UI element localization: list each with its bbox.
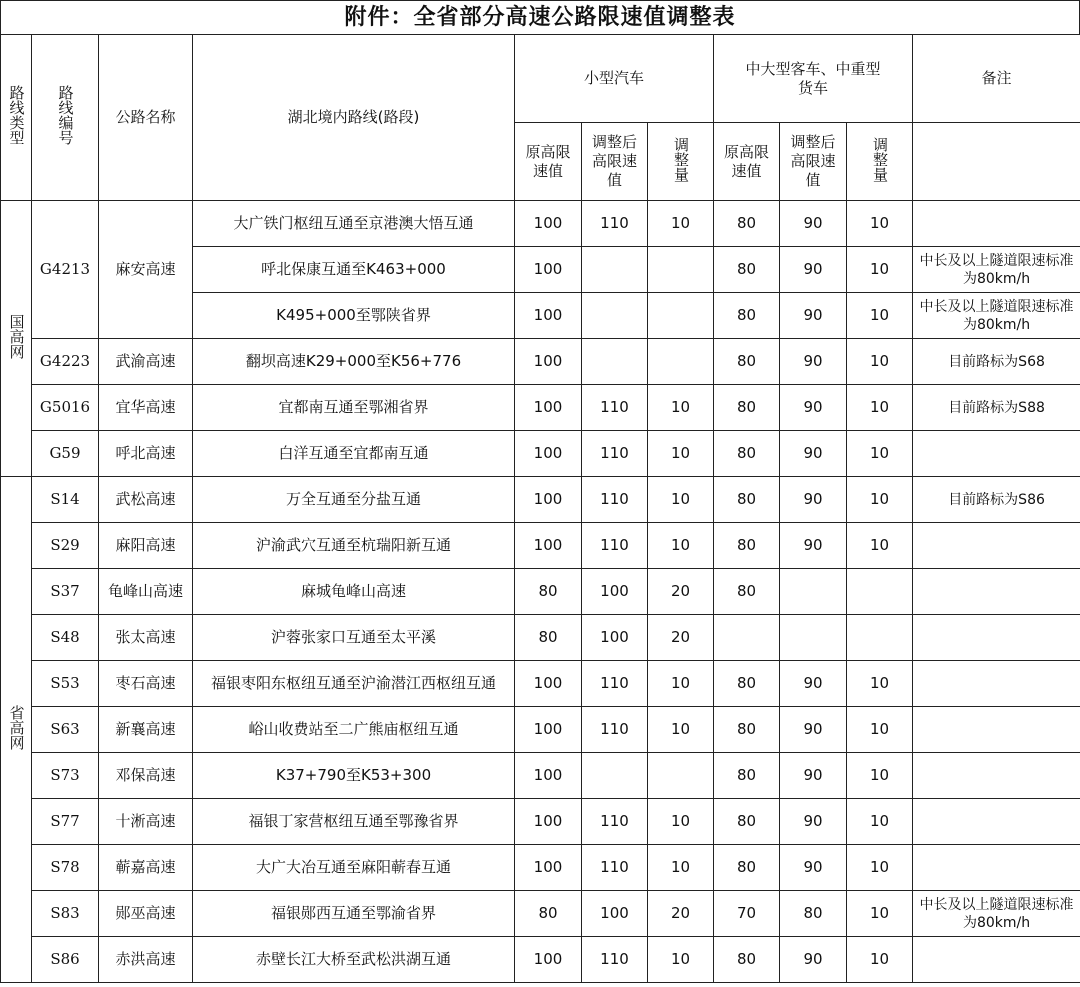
large-orig-cell: 80 bbox=[714, 799, 780, 845]
remark-cell: 中长及以上隧道限速标准为80km/h bbox=[913, 891, 1080, 937]
small-orig-cell: 100 bbox=[515, 247, 582, 293]
table-row bbox=[1, 431, 1080, 477]
large-orig-cell: 80 bbox=[714, 477, 780, 523]
large-delta-cell: 10 bbox=[847, 247, 913, 293]
small-orig-cell: 100 bbox=[515, 845, 582, 891]
small-delta-cell: 10 bbox=[648, 799, 714, 845]
route-code-cell: S53 bbox=[32, 661, 99, 707]
section-cell: 赤壁长江大桥至武松洪湖互通 bbox=[193, 937, 515, 983]
large-new-cell: 90 bbox=[780, 431, 847, 477]
small-delta-cell: 10 bbox=[648, 431, 714, 477]
road-name-cell: 十淅高速 bbox=[99, 799, 193, 845]
remark-cell: 目前路标为S86 bbox=[913, 477, 1080, 523]
small-delta-cell bbox=[648, 339, 714, 385]
large-orig-cell: 80 bbox=[714, 293, 780, 339]
large-orig-cell: 70 bbox=[714, 891, 780, 937]
table-row bbox=[1, 569, 1080, 615]
small-delta-cell: 10 bbox=[648, 201, 714, 247]
small-orig-cell: 100 bbox=[515, 799, 582, 845]
small-orig-cell: 100 bbox=[515, 661, 582, 707]
large-orig-cell: 80 bbox=[714, 569, 780, 615]
small-delta-cell bbox=[648, 247, 714, 293]
road-name-cell: 宜华高速 bbox=[99, 385, 193, 431]
small-orig-cell: 100 bbox=[515, 339, 582, 385]
small-new-cell: 100 bbox=[582, 615, 648, 661]
road-name-cell: 龟峰山高速 bbox=[99, 569, 193, 615]
small-orig-cell: 100 bbox=[515, 293, 582, 339]
small-orig-cell: 100 bbox=[515, 523, 582, 569]
road-name-cell: 呼北高速 bbox=[99, 431, 193, 477]
section-cell: 宜都南互通至鄂湘省界 bbox=[193, 385, 515, 431]
section-cell: 万全互通至分盐互通 bbox=[193, 477, 515, 523]
large-orig-cell bbox=[714, 615, 780, 661]
route-code-cell: S73 bbox=[32, 753, 99, 799]
small-orig-cell: 80 bbox=[515, 615, 582, 661]
small-new-cell: 100 bbox=[582, 891, 648, 937]
large-delta-cell: 10 bbox=[847, 477, 913, 523]
large-delta-cell: 10 bbox=[847, 523, 913, 569]
table-row bbox=[1, 385, 1080, 431]
large-orig-cell: 80 bbox=[714, 431, 780, 477]
large-delta-cell: 10 bbox=[847, 845, 913, 891]
small-orig-cell: 100 bbox=[515, 201, 582, 247]
route-code-cell: G59 bbox=[32, 431, 99, 477]
large-orig-cell: 80 bbox=[714, 845, 780, 891]
large-new-cell: 90 bbox=[780, 293, 847, 339]
section-cell: 白洋互通至宜都南互通 bbox=[193, 431, 515, 477]
table-row bbox=[1, 707, 1080, 753]
remark-cell bbox=[913, 753, 1080, 799]
small-new-cell: 110 bbox=[582, 799, 648, 845]
small-delta-cell: 10 bbox=[648, 385, 714, 431]
table-row bbox=[1, 661, 1080, 707]
large-delta-cell: 10 bbox=[847, 799, 913, 845]
road-name-cell: 武松高速 bbox=[99, 477, 193, 523]
small-delta-cell: 10 bbox=[648, 845, 714, 891]
small-orig-cell: 100 bbox=[515, 753, 582, 799]
large-orig-cell: 80 bbox=[714, 661, 780, 707]
small-delta-cell: 10 bbox=[648, 477, 714, 523]
large-delta-cell: 10 bbox=[847, 201, 913, 247]
remark-cell bbox=[913, 431, 1080, 477]
small-new-cell: 110 bbox=[582, 431, 648, 477]
table-row bbox=[1, 201, 1080, 247]
route-code-cell: S86 bbox=[32, 937, 99, 983]
header-large-vehicle: 中大型客车、中重型货车 bbox=[714, 35, 913, 123]
route-code-cell: G5016 bbox=[32, 385, 99, 431]
small-delta-cell: 10 bbox=[648, 707, 714, 753]
large-orig-cell: 80 bbox=[714, 201, 780, 247]
large-orig-cell: 80 bbox=[714, 523, 780, 569]
large-new-cell bbox=[780, 569, 847, 615]
header-remark: 备注 bbox=[913, 35, 1080, 123]
large-delta-cell: 10 bbox=[847, 339, 913, 385]
large-delta-cell: 10 bbox=[847, 753, 913, 799]
road-name-cell: 张太高速 bbox=[99, 615, 193, 661]
section-cell: 翻坝高速K29+000至K56+776 bbox=[193, 339, 515, 385]
route-code-cell: S48 bbox=[32, 615, 99, 661]
small-new-cell bbox=[582, 293, 648, 339]
route-code-cell: S78 bbox=[32, 845, 99, 891]
road-name-cell: 郧巫高速 bbox=[99, 891, 193, 937]
header-remark-blank bbox=[913, 123, 1080, 201]
header-small-car: 小型汽车 bbox=[515, 35, 714, 123]
table-row bbox=[1, 523, 1080, 569]
small-new-cell: 110 bbox=[582, 477, 648, 523]
header-small-orig: 原高限速值 bbox=[515, 123, 582, 201]
small-new-cell: 110 bbox=[582, 707, 648, 753]
route-code-cell: S77 bbox=[32, 799, 99, 845]
large-new-cell: 90 bbox=[780, 845, 847, 891]
header-route-no: 路线编号 bbox=[32, 35, 99, 201]
table-row bbox=[1, 615, 1080, 661]
small-delta-cell: 20 bbox=[648, 891, 714, 937]
table-row bbox=[1, 753, 1080, 799]
large-delta-cell: 10 bbox=[847, 661, 913, 707]
large-orig-cell: 80 bbox=[714, 247, 780, 293]
large-delta-cell bbox=[847, 615, 913, 661]
large-new-cell: 90 bbox=[780, 385, 847, 431]
small-new-cell: 110 bbox=[582, 845, 648, 891]
section-cell: 麻城龟峰山高速 bbox=[193, 569, 515, 615]
road-name-cell: 麻安高速 bbox=[99, 201, 193, 339]
large-new-cell: 90 bbox=[780, 753, 847, 799]
small-new-cell: 110 bbox=[582, 201, 648, 247]
small-new-cell bbox=[582, 339, 648, 385]
small-new-cell bbox=[582, 247, 648, 293]
large-orig-cell: 80 bbox=[714, 339, 780, 385]
small-delta-cell: 20 bbox=[648, 615, 714, 661]
section-cell: 福银郧西互通至鄂渝省界 bbox=[193, 891, 515, 937]
header-road-name: 公路名称 bbox=[99, 35, 193, 201]
small-new-cell: 110 bbox=[582, 523, 648, 569]
small-delta-cell: 10 bbox=[648, 523, 714, 569]
header-small-adjusted: 调整后高限速值 bbox=[582, 123, 648, 201]
small-orig-cell: 100 bbox=[515, 431, 582, 477]
small-new-cell: 110 bbox=[582, 661, 648, 707]
large-new-cell bbox=[780, 615, 847, 661]
large-new-cell: 90 bbox=[780, 247, 847, 293]
large-delta-cell: 10 bbox=[847, 293, 913, 339]
large-new-cell: 90 bbox=[780, 477, 847, 523]
route-code-cell: S63 bbox=[32, 707, 99, 753]
section-cell: 大广大冶互通至麻阳蕲春互通 bbox=[193, 845, 515, 891]
small-new-cell: 110 bbox=[582, 937, 648, 983]
large-new-cell: 90 bbox=[780, 799, 847, 845]
remark-cell bbox=[913, 661, 1080, 707]
small-new-cell bbox=[582, 753, 648, 799]
remark-cell bbox=[913, 799, 1080, 845]
section-cell: K495+000至鄂陕省界 bbox=[193, 293, 515, 339]
road-name-cell: 蕲嘉高速 bbox=[99, 845, 193, 891]
road-name-cell: 武渝高速 bbox=[99, 339, 193, 385]
road-name-cell: 邓保高速 bbox=[99, 753, 193, 799]
large-orig-cell: 80 bbox=[714, 385, 780, 431]
large-delta-cell: 10 bbox=[847, 385, 913, 431]
road-name-cell: 枣石高速 bbox=[99, 661, 193, 707]
small-orig-cell: 100 bbox=[515, 477, 582, 523]
table-row bbox=[1, 799, 1080, 845]
small-new-cell: 100 bbox=[582, 569, 648, 615]
section-cell: 呼北保康互通至K463+000 bbox=[193, 247, 515, 293]
section-cell: 沪蓉张家口互通至太平溪 bbox=[193, 615, 515, 661]
remark-cell bbox=[913, 845, 1080, 891]
route-code-cell: G4213 bbox=[32, 201, 99, 339]
large-delta-cell: 10 bbox=[847, 707, 913, 753]
large-new-cell: 90 bbox=[780, 707, 847, 753]
header-route-type: 路线类型 bbox=[1, 35, 32, 201]
large-new-cell: 90 bbox=[780, 201, 847, 247]
route-code-cell: S83 bbox=[32, 891, 99, 937]
small-delta-cell bbox=[648, 293, 714, 339]
large-orig-cell: 80 bbox=[714, 753, 780, 799]
small-orig-cell: 80 bbox=[515, 891, 582, 937]
route-code-cell: G4223 bbox=[32, 339, 99, 385]
section-cell: K37+790至K53+300 bbox=[193, 753, 515, 799]
header-large-delta: 调整量 bbox=[847, 123, 913, 201]
large-delta-cell: 10 bbox=[847, 937, 913, 983]
remark-cell: 中长及以上隧道限速标准为80km/h bbox=[913, 293, 1080, 339]
large-delta-cell: 10 bbox=[847, 431, 913, 477]
section-cell: 大广铁门枢纽互通至京港澳大悟互通 bbox=[193, 201, 515, 247]
road-name-cell: 麻阳高速 bbox=[99, 523, 193, 569]
section-cell: 沪渝武穴互通至杭瑞阳新互通 bbox=[193, 523, 515, 569]
header-large-adjusted: 调整后高限速值 bbox=[780, 123, 847, 201]
table-row bbox=[1, 339, 1080, 385]
table-row bbox=[1, 937, 1080, 983]
small-orig-cell: 80 bbox=[515, 569, 582, 615]
speed-limit-table bbox=[0, 34, 1080, 983]
large-new-cell: 90 bbox=[780, 937, 847, 983]
remark-cell bbox=[913, 615, 1080, 661]
table-row bbox=[1, 477, 1080, 523]
small-delta-cell: 10 bbox=[648, 661, 714, 707]
section-cell: 福银枣阳东枢纽互通至沪渝潜江西枢纽互通 bbox=[193, 661, 515, 707]
remark-cell bbox=[913, 707, 1080, 753]
road-name-cell: 赤洪高速 bbox=[99, 937, 193, 983]
route-code-cell: S29 bbox=[32, 523, 99, 569]
header-section: 湖北境内路线(路段) bbox=[193, 35, 515, 201]
route-code-cell: S37 bbox=[32, 569, 99, 615]
small-delta-cell bbox=[648, 753, 714, 799]
route-type-cell: 国高网 bbox=[1, 201, 32, 477]
large-new-cell: 90 bbox=[780, 339, 847, 385]
remark-cell bbox=[913, 569, 1080, 615]
route-code-cell: S14 bbox=[32, 477, 99, 523]
large-new-cell: 80 bbox=[780, 891, 847, 937]
remark-cell: 目前路标为S68 bbox=[913, 339, 1080, 385]
header-large-orig: 原高限速值 bbox=[714, 123, 780, 201]
large-orig-cell: 80 bbox=[714, 707, 780, 753]
small-orig-cell: 100 bbox=[515, 707, 582, 753]
large-new-cell: 90 bbox=[780, 661, 847, 707]
remark-cell: 中长及以上隧道限速标准为80km/h bbox=[913, 247, 1080, 293]
large-orig-cell: 80 bbox=[714, 937, 780, 983]
section-cell: 峪山收费站至二广熊庙枢纽互通 bbox=[193, 707, 515, 753]
small-orig-cell: 100 bbox=[515, 937, 582, 983]
large-delta-cell bbox=[847, 569, 913, 615]
large-new-cell: 90 bbox=[780, 523, 847, 569]
small-new-cell: 110 bbox=[582, 385, 648, 431]
table-row bbox=[1, 845, 1080, 891]
remark-cell bbox=[913, 523, 1080, 569]
table-row bbox=[1, 891, 1080, 937]
remark-cell bbox=[913, 201, 1080, 247]
remark-cell: 目前路标为S88 bbox=[913, 385, 1080, 431]
route-type-cell: 省高网 bbox=[1, 477, 32, 983]
road-name-cell: 新襄高速 bbox=[99, 707, 193, 753]
table-title: 附件：全省部分高速公路限速值调整表 bbox=[0, 0, 1080, 34]
header-small-delta: 调整量 bbox=[648, 123, 714, 201]
section-cell: 福银丁家营枢纽互通至鄂豫省界 bbox=[193, 799, 515, 845]
small-delta-cell: 20 bbox=[648, 569, 714, 615]
small-delta-cell: 10 bbox=[648, 937, 714, 983]
remark-cell bbox=[913, 937, 1080, 983]
large-delta-cell: 10 bbox=[847, 891, 913, 937]
small-orig-cell: 100 bbox=[515, 385, 582, 431]
